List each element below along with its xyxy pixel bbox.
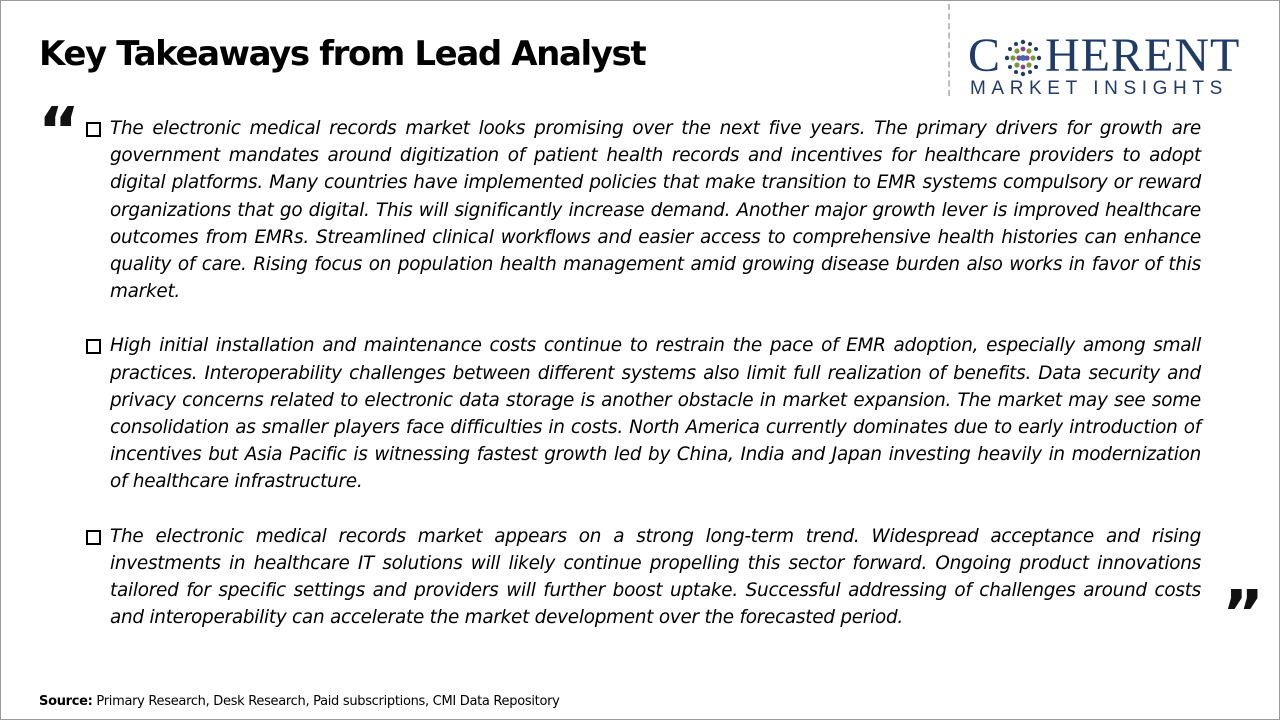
checkbox-bullet-icon (86, 339, 101, 354)
checkbox-bullet-icon (86, 530, 101, 545)
list-item (84, 523, 1201, 632)
logo-letter-c: C (968, 29, 1002, 82)
open-quote-icon: “ (38, 95, 81, 169)
bullet-text: High initial installation and maintenance costs continue to restrain the pace of EMR adoption, especially among small practices. Interoperability challenges between different systems also limit full realization of benefits. Data security and privacy concerns related to electronic data storage is another obstacle in market expansion. The market may see some consolidation as smaller players face difficulties in costs. North America currently dominates due to early introduction of incentives but Asia Pacific is witnessing fastest growth led by China, India and Japan investing heavily in modernization of healthcare infrastructure. (110, 335, 1201, 493)
logo-tagline: MARKET INSIGHTS (970, 78, 1228, 99)
header-divider (948, 4, 950, 96)
logo-letters-rest: HERENT (1045, 29, 1241, 82)
logo-globe-icon (1001, 36, 1045, 80)
bullet-text: The electronic medical records market looks promising over the next five years. The primary drivers for growth are government mandates around digitization of patient health records and incentives for healthcare providers to adopt digital platforms. Many countries have implemented policies that make transition to EMR systems compulsory or reward organizations that go digital. This will significantly increase demand. Another major growth lever is improved healthcare outcomes from EMRs. Streamlined clinical workflows and easier access to comprehensive health histories can enhance quality of care. Rising focus on population health management amid growing disease burden also works in favor of this market. (110, 118, 1201, 303)
page-title: Key Takeaways from Lead Analyst (39, 34, 646, 74)
source-text: Primary Research, Desk Research, Paid subscriptions, CMI Data Repository (92, 694, 560, 709)
checkbox-bullet-icon (86, 122, 101, 137)
source-label: Source: (39, 694, 93, 709)
list-item (84, 332, 1201, 495)
list-item (84, 115, 1201, 305)
logo-wordmark (968, 30, 1240, 82)
close-quote-icon: ” (1222, 578, 1265, 652)
bullet-text: The electronic medical records market appears on a strong long-term trend. Widespread acceptance and rising investments in healthcare IT solutions will likely continue propelling this sector forward. Ongoing product innovations tailored for specific settings and providers will further boost uptake. Successful addressing of challenges around costs and interoperability can accelerate the market development over the forecasted period. (110, 525, 1201, 629)
company-logo (968, 30, 1260, 100)
takeaways-list (84, 115, 1201, 658)
source-note (39, 694, 560, 709)
